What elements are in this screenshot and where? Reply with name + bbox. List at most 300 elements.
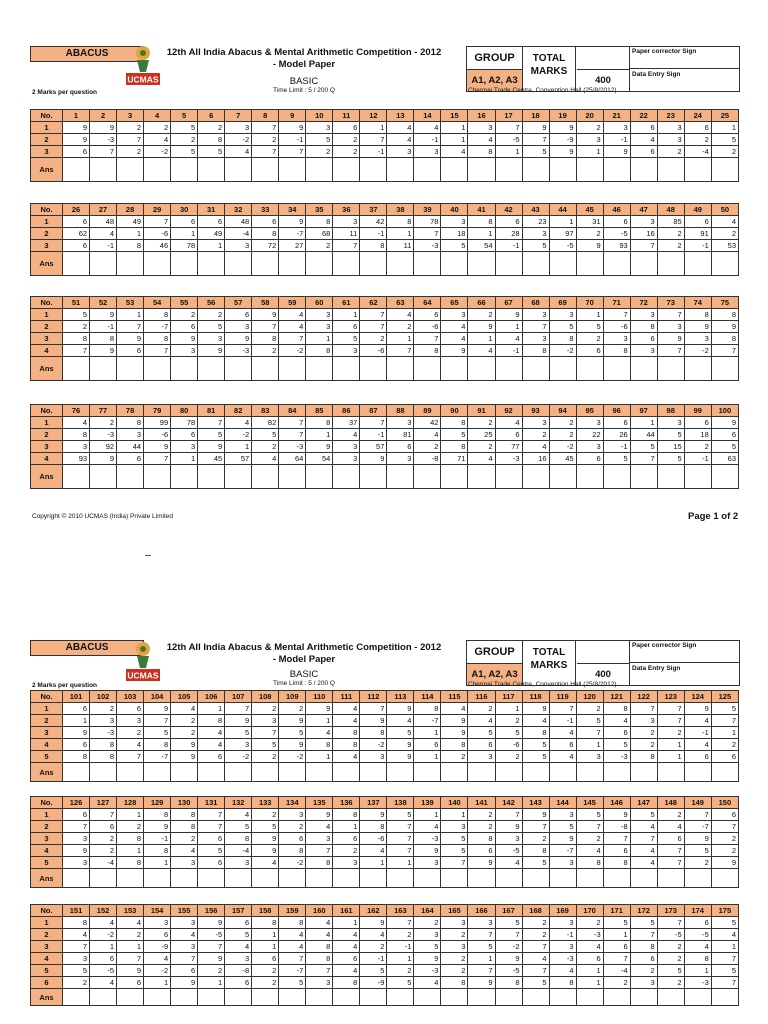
question-number: 90	[441, 405, 468, 417]
answer-cell[interactable]	[171, 989, 198, 1006]
question-number: 89	[414, 405, 441, 417]
answer-cell[interactable]	[522, 357, 549, 381]
operand-value: 2	[468, 809, 495, 821]
operand-value: 8	[630, 321, 657, 333]
operand-value: -8	[603, 821, 630, 833]
page-title: 12th All India Abacus & Mental Arithmetic Competition - 2012 - Model Paper	[166, 642, 442, 665]
answer-cell[interactable]	[117, 763, 144, 782]
operand-value: 7	[603, 309, 630, 321]
answer-cell[interactable]	[117, 357, 144, 381]
operand-value: 1	[387, 228, 414, 240]
operand-value: 7	[657, 845, 684, 857]
answer-cell[interactable]	[603, 465, 630, 489]
operand-value: 42	[414, 417, 441, 429]
answer-cell[interactable]	[549, 252, 576, 276]
answer-cell[interactable]	[495, 869, 522, 888]
answer-cell[interactable]	[171, 763, 198, 782]
answer-cell[interactable]	[657, 158, 684, 182]
question-number: 78	[117, 405, 144, 417]
answer-cell[interactable]	[144, 989, 171, 1006]
answer-cell[interactable]	[441, 465, 468, 489]
answer-cell[interactable]	[63, 465, 90, 489]
answer-cell[interactable]	[684, 158, 711, 182]
operand-value: 8	[306, 857, 333, 869]
answer-cell[interactable]	[684, 357, 711, 381]
answer-cell[interactable]	[225, 465, 252, 489]
answer-cell[interactable]	[333, 158, 360, 182]
answer-cell[interactable]	[684, 869, 711, 888]
answer-cell[interactable]	[495, 989, 522, 1006]
answer-cell[interactable]	[225, 158, 252, 182]
operand-value: 9	[360, 453, 387, 465]
answer-cell[interactable]	[306, 158, 333, 182]
operand-row	[31, 333, 739, 345]
answer-cell[interactable]	[711, 989, 738, 1006]
question-number: 91	[468, 405, 495, 417]
question-number: 98	[657, 405, 684, 417]
answer-cell[interactable]	[441, 869, 468, 888]
answer-cell[interactable]	[441, 252, 468, 276]
answer-cell[interactable]	[144, 869, 171, 888]
answer-cell[interactable]	[306, 989, 333, 1006]
answer-cell[interactable]	[657, 252, 684, 276]
answer-cell[interactable]	[252, 763, 279, 782]
question-number: 14	[414, 110, 441, 122]
operand-value: 7	[360, 321, 387, 333]
answer-cell[interactable]	[657, 989, 684, 1006]
operand-value: 2	[522, 429, 549, 441]
operand-value: 2	[657, 809, 684, 821]
answer-cell[interactable]	[522, 763, 549, 782]
operand-value: 5	[252, 821, 279, 833]
answer-cell[interactable]	[414, 158, 441, 182]
answer-cell[interactable]	[522, 989, 549, 1006]
answer-cell[interactable]	[576, 989, 603, 1006]
answer-cell[interactable]	[576, 869, 603, 888]
answer-cell[interactable]	[360, 763, 387, 782]
no-label: No.	[31, 110, 63, 122]
answer-cell[interactable]	[90, 357, 117, 381]
answer-cell[interactable]	[711, 252, 738, 276]
answer-cell[interactable]	[657, 357, 684, 381]
question-number: 37	[360, 204, 387, 216]
answer-cell[interactable]	[252, 158, 279, 182]
answer-cell[interactable]	[657, 869, 684, 888]
answer-cell[interactable]	[387, 357, 414, 381]
operand-value: 45	[549, 453, 576, 465]
operand-value: -3	[576, 929, 603, 941]
operand-value: -6	[360, 345, 387, 357]
operand-value: 2	[63, 977, 90, 989]
answer-cell[interactable]	[225, 252, 252, 276]
operand-value: 5	[468, 941, 495, 953]
operand-row	[31, 146, 739, 158]
answer-cell[interactable]	[630, 869, 657, 888]
venue: Chennai Trade Centre, Convention Hall (25/8/2012)	[468, 87, 617, 94]
answer-cell[interactable]	[549, 763, 576, 782]
answer-cell[interactable]	[117, 869, 144, 888]
answer-cell[interactable]	[495, 357, 522, 381]
answer-cell[interactable]	[198, 252, 225, 276]
row-number: 5	[31, 965, 63, 977]
answer-cell[interactable]	[387, 989, 414, 1006]
row-number: 5	[31, 751, 63, 763]
operand-value: 6	[414, 739, 441, 751]
answer-cell[interactable]	[198, 989, 225, 1006]
answer-cell[interactable]	[468, 989, 495, 1006]
answer-cell[interactable]	[117, 158, 144, 182]
answer-cell[interactable]	[549, 357, 576, 381]
answer-cell[interactable]	[468, 158, 495, 182]
question-number: 79	[144, 405, 171, 417]
answer-cell[interactable]	[360, 465, 387, 489]
answer-cell[interactable]	[387, 763, 414, 782]
answer-cell[interactable]	[360, 158, 387, 182]
answer-cell[interactable]	[441, 158, 468, 182]
answer-cell[interactable]	[144, 357, 171, 381]
answer-cell[interactable]	[711, 465, 738, 489]
answer-cell[interactable]	[144, 763, 171, 782]
question-number: 35	[306, 204, 333, 216]
answer-cell[interactable]	[252, 989, 279, 1006]
question-number: 110	[306, 691, 333, 703]
paper-corrector-sign: Paper corrector Sign	[630, 641, 739, 663]
operand-value: 9	[306, 441, 333, 453]
answer-cell[interactable]	[468, 763, 495, 782]
answer-cell[interactable]	[468, 465, 495, 489]
answer-cell[interactable]	[171, 357, 198, 381]
answer-cell[interactable]	[90, 465, 117, 489]
operand-value: -2	[495, 941, 522, 953]
answer-cell[interactable]	[684, 252, 711, 276]
operand-value: 1	[387, 333, 414, 345]
answer-cell[interactable]	[603, 989, 630, 1006]
answer-cell[interactable]	[549, 869, 576, 888]
operand-value: 7	[522, 941, 549, 953]
answer-cell[interactable]	[225, 869, 252, 888]
answer-cell[interactable]	[360, 869, 387, 888]
venue: Chennai Trade Centre, Convention Hall (25/8/2012)	[468, 681, 617, 688]
answer-cell[interactable]	[198, 158, 225, 182]
operand-value: 5	[63, 965, 90, 977]
question-number: 63	[387, 297, 414, 309]
answer-cell[interactable]	[630, 357, 657, 381]
operand-value: 7	[360, 417, 387, 429]
answer-cell[interactable]	[198, 763, 225, 782]
answer-cell[interactable]	[522, 869, 549, 888]
question-number: 6	[198, 110, 225, 122]
operand-value: 4	[144, 134, 171, 146]
question-number: 2	[90, 110, 117, 122]
operand-value: 4	[576, 845, 603, 857]
answer-cell[interactable]	[306, 465, 333, 489]
answer-cell[interactable]	[90, 989, 117, 1006]
answer-cell[interactable]	[630, 989, 657, 1006]
question-number-row	[31, 691, 739, 703]
question-number: 51	[63, 297, 90, 309]
answer-cell[interactable]	[333, 465, 360, 489]
operand-value: 2	[657, 727, 684, 739]
answer-cell[interactable]	[63, 869, 90, 888]
answer-cell[interactable]	[414, 869, 441, 888]
operand-value: 54	[306, 453, 333, 465]
answer-cell[interactable]	[630, 763, 657, 782]
answer-cell[interactable]	[387, 869, 414, 888]
operand-value: 7	[63, 345, 90, 357]
question-number: 93	[522, 405, 549, 417]
answer-cell[interactable]	[198, 869, 225, 888]
answer-cell[interactable]	[603, 158, 630, 182]
answer-cell[interactable]	[684, 763, 711, 782]
answer-cell[interactable]	[414, 252, 441, 276]
question-number: 28	[117, 204, 144, 216]
operand-value: 4	[549, 965, 576, 977]
operand-value: 5	[522, 977, 549, 989]
operand-value: 2	[306, 146, 333, 158]
answer-cell[interactable]	[252, 357, 279, 381]
answer-cell[interactable]	[657, 763, 684, 782]
answer-cell[interactable]	[603, 763, 630, 782]
answer-cell[interactable]	[117, 465, 144, 489]
answer-cell[interactable]	[441, 989, 468, 1006]
answer-cell[interactable]	[171, 158, 198, 182]
operand-value: 3	[387, 146, 414, 158]
answer-cell[interactable]	[63, 763, 90, 782]
answer-cell[interactable]	[279, 357, 306, 381]
answer-cell[interactable]	[468, 252, 495, 276]
operand-value: 4	[522, 715, 549, 727]
answer-cell[interactable]	[468, 357, 495, 381]
operand-value: 3	[333, 857, 360, 869]
answer-cell[interactable]	[441, 357, 468, 381]
answer-cell[interactable]	[279, 252, 306, 276]
answer-cell[interactable]	[333, 763, 360, 782]
answer-cell[interactable]	[117, 989, 144, 1006]
answer-cell[interactable]	[90, 869, 117, 888]
question-number: 31	[198, 204, 225, 216]
operand-value: 3	[522, 309, 549, 321]
answer-cell[interactable]	[279, 158, 306, 182]
operand-value: 7	[252, 146, 279, 158]
answer-cell[interactable]	[306, 763, 333, 782]
answer-cell[interactable]	[171, 869, 198, 888]
answer-cell[interactable]	[711, 357, 738, 381]
question-number: 151	[63, 905, 90, 917]
operand-value: 2	[549, 417, 576, 429]
answer-cell[interactable]	[333, 357, 360, 381]
question-number: 144	[549, 797, 576, 809]
answer-cell[interactable]	[63, 357, 90, 381]
answer-cell[interactable]	[441, 763, 468, 782]
answer-cell[interactable]	[684, 989, 711, 1006]
answer-cell[interactable]	[414, 465, 441, 489]
question-number: 17	[495, 110, 522, 122]
answer-cell[interactable]	[252, 869, 279, 888]
answer-cell[interactable]	[603, 252, 630, 276]
answer-cell[interactable]	[360, 357, 387, 381]
operand-value: 7	[117, 953, 144, 965]
answer-cell[interactable]	[576, 357, 603, 381]
operand-value: 8	[306, 216, 333, 228]
question-number: 141	[468, 797, 495, 809]
answer-cell[interactable]	[576, 763, 603, 782]
answer-cell[interactable]	[225, 989, 252, 1006]
operand-value: 4	[630, 845, 657, 857]
operand-row	[31, 833, 739, 845]
operand-value: 6	[711, 809, 738, 821]
answer-cell[interactable]	[63, 989, 90, 1006]
answer-cell[interactable]	[90, 763, 117, 782]
operand-row	[31, 122, 739, 134]
answer-cell[interactable]	[549, 158, 576, 182]
answer-cell[interactable]	[576, 465, 603, 489]
operand-value: 7	[279, 417, 306, 429]
answer-cell[interactable]	[279, 465, 306, 489]
operand-value: 4	[63, 417, 90, 429]
answer-cell[interactable]	[306, 869, 333, 888]
answer-cell[interactable]	[522, 465, 549, 489]
question-number: 10	[306, 110, 333, 122]
answer-cell[interactable]	[414, 989, 441, 1006]
answer-cell[interactable]	[576, 158, 603, 182]
answer-cell[interactable]	[630, 465, 657, 489]
operand-value: 2	[711, 833, 738, 845]
operand-value: 8	[252, 917, 279, 929]
answer-cell[interactable]	[414, 763, 441, 782]
question-number: 23	[657, 110, 684, 122]
answer-cell[interactable]	[630, 252, 657, 276]
answer-cell[interactable]	[252, 252, 279, 276]
question-number: 168	[522, 905, 549, 917]
copyright: Copyright © 2010 UCMAS (India) Private Limited	[32, 513, 173, 520]
answer-cell[interactable]	[306, 357, 333, 381]
answer-cell[interactable]	[360, 252, 387, 276]
answer-cell[interactable]	[630, 158, 657, 182]
operand-value: 5	[711, 965, 738, 977]
question-number: 103	[117, 691, 144, 703]
question-number: 149	[684, 797, 711, 809]
question-number: 81	[198, 405, 225, 417]
answer-cell[interactable]	[603, 869, 630, 888]
row-number: 1	[31, 703, 63, 715]
answer-cell[interactable]	[333, 869, 360, 888]
answer-cell[interactable]	[144, 252, 171, 276]
question-number-row	[31, 297, 739, 309]
operand-value: 6	[333, 321, 360, 333]
operand-value: 2	[306, 240, 333, 252]
operand-value: 4	[549, 727, 576, 739]
operand-value: 1	[549, 216, 576, 228]
answer-cell[interactable]	[711, 763, 738, 782]
answer-cell[interactable]	[711, 869, 738, 888]
operand-value: 8	[117, 417, 144, 429]
operand-value: 1	[63, 715, 90, 727]
operand-value: 6	[198, 216, 225, 228]
answer-cell[interactable]	[522, 252, 549, 276]
operand-value: 5	[198, 321, 225, 333]
answer-cell[interactable]	[549, 989, 576, 1006]
answer-cell[interactable]	[225, 357, 252, 381]
operand-value: 5	[630, 917, 657, 929]
operand-value: 6	[333, 953, 360, 965]
answer-cell[interactable]	[549, 465, 576, 489]
answer-cell[interactable]	[684, 465, 711, 489]
operand-value: 5	[603, 739, 630, 751]
operand-value: 63	[711, 453, 738, 465]
answer-cell[interactable]	[117, 252, 144, 276]
operand-value: 4	[387, 134, 414, 146]
answer-cell[interactable]	[144, 158, 171, 182]
answer-cell[interactable]	[90, 252, 117, 276]
answer-cell[interactable]	[333, 989, 360, 1006]
row-number: 1	[31, 809, 63, 821]
answer-cell[interactable]	[711, 158, 738, 182]
operand-value: 4	[333, 929, 360, 941]
answer-cell[interactable]	[144, 465, 171, 489]
operand-value: -1	[603, 441, 630, 453]
operand-value: 1	[576, 309, 603, 321]
answer-cell[interactable]	[387, 158, 414, 182]
answer-cell[interactable]	[63, 158, 90, 182]
operand-value: 3	[225, 122, 252, 134]
operand-value: 6	[252, 953, 279, 965]
answer-cell[interactable]	[171, 465, 198, 489]
answer-cell[interactable]	[603, 357, 630, 381]
answer-cell[interactable]	[225, 763, 252, 782]
answer-cell[interactable]	[252, 465, 279, 489]
answer-cell[interactable]	[414, 357, 441, 381]
operand-value: 7	[711, 977, 738, 989]
answer-cell[interactable]	[387, 465, 414, 489]
answer-cell[interactable]	[171, 252, 198, 276]
answer-cell[interactable]	[522, 158, 549, 182]
operand-value: 2	[522, 917, 549, 929]
answer-cell[interactable]	[333, 252, 360, 276]
answer-cell[interactable]	[63, 252, 90, 276]
operand-value: 6	[684, 216, 711, 228]
operand-value: 6	[279, 833, 306, 845]
operand-value: 3	[63, 833, 90, 845]
answer-cell[interactable]	[279, 989, 306, 1006]
operand-value: 64	[279, 453, 306, 465]
answer-cell[interactable]	[279, 869, 306, 888]
answer-cell[interactable]	[279, 763, 306, 782]
answer-cell[interactable]	[198, 357, 225, 381]
operand-value: 4	[333, 751, 360, 763]
answer-cell[interactable]	[306, 252, 333, 276]
answer-row	[31, 869, 739, 888]
operand-value: 9	[414, 845, 441, 857]
operand-value: 4	[225, 417, 252, 429]
answer-cell[interactable]	[657, 465, 684, 489]
answer-cell[interactable]	[360, 989, 387, 1006]
answer-cell[interactable]	[468, 869, 495, 888]
operand-value: 1	[360, 857, 387, 869]
answer-cell[interactable]	[495, 465, 522, 489]
operand-value: -3	[279, 441, 306, 453]
operand-value: 3	[657, 321, 684, 333]
operand-value: 9	[522, 809, 549, 821]
answer-cell[interactable]	[198, 465, 225, 489]
answer-cell[interactable]	[387, 252, 414, 276]
answer-cell[interactable]	[576, 252, 603, 276]
operand-value: 8	[117, 857, 144, 869]
answer-cell[interactable]	[495, 158, 522, 182]
operand-value: 3	[630, 309, 657, 321]
answer-cell[interactable]	[90, 158, 117, 182]
answer-cell[interactable]	[495, 252, 522, 276]
answer-cell[interactable]	[495, 763, 522, 782]
